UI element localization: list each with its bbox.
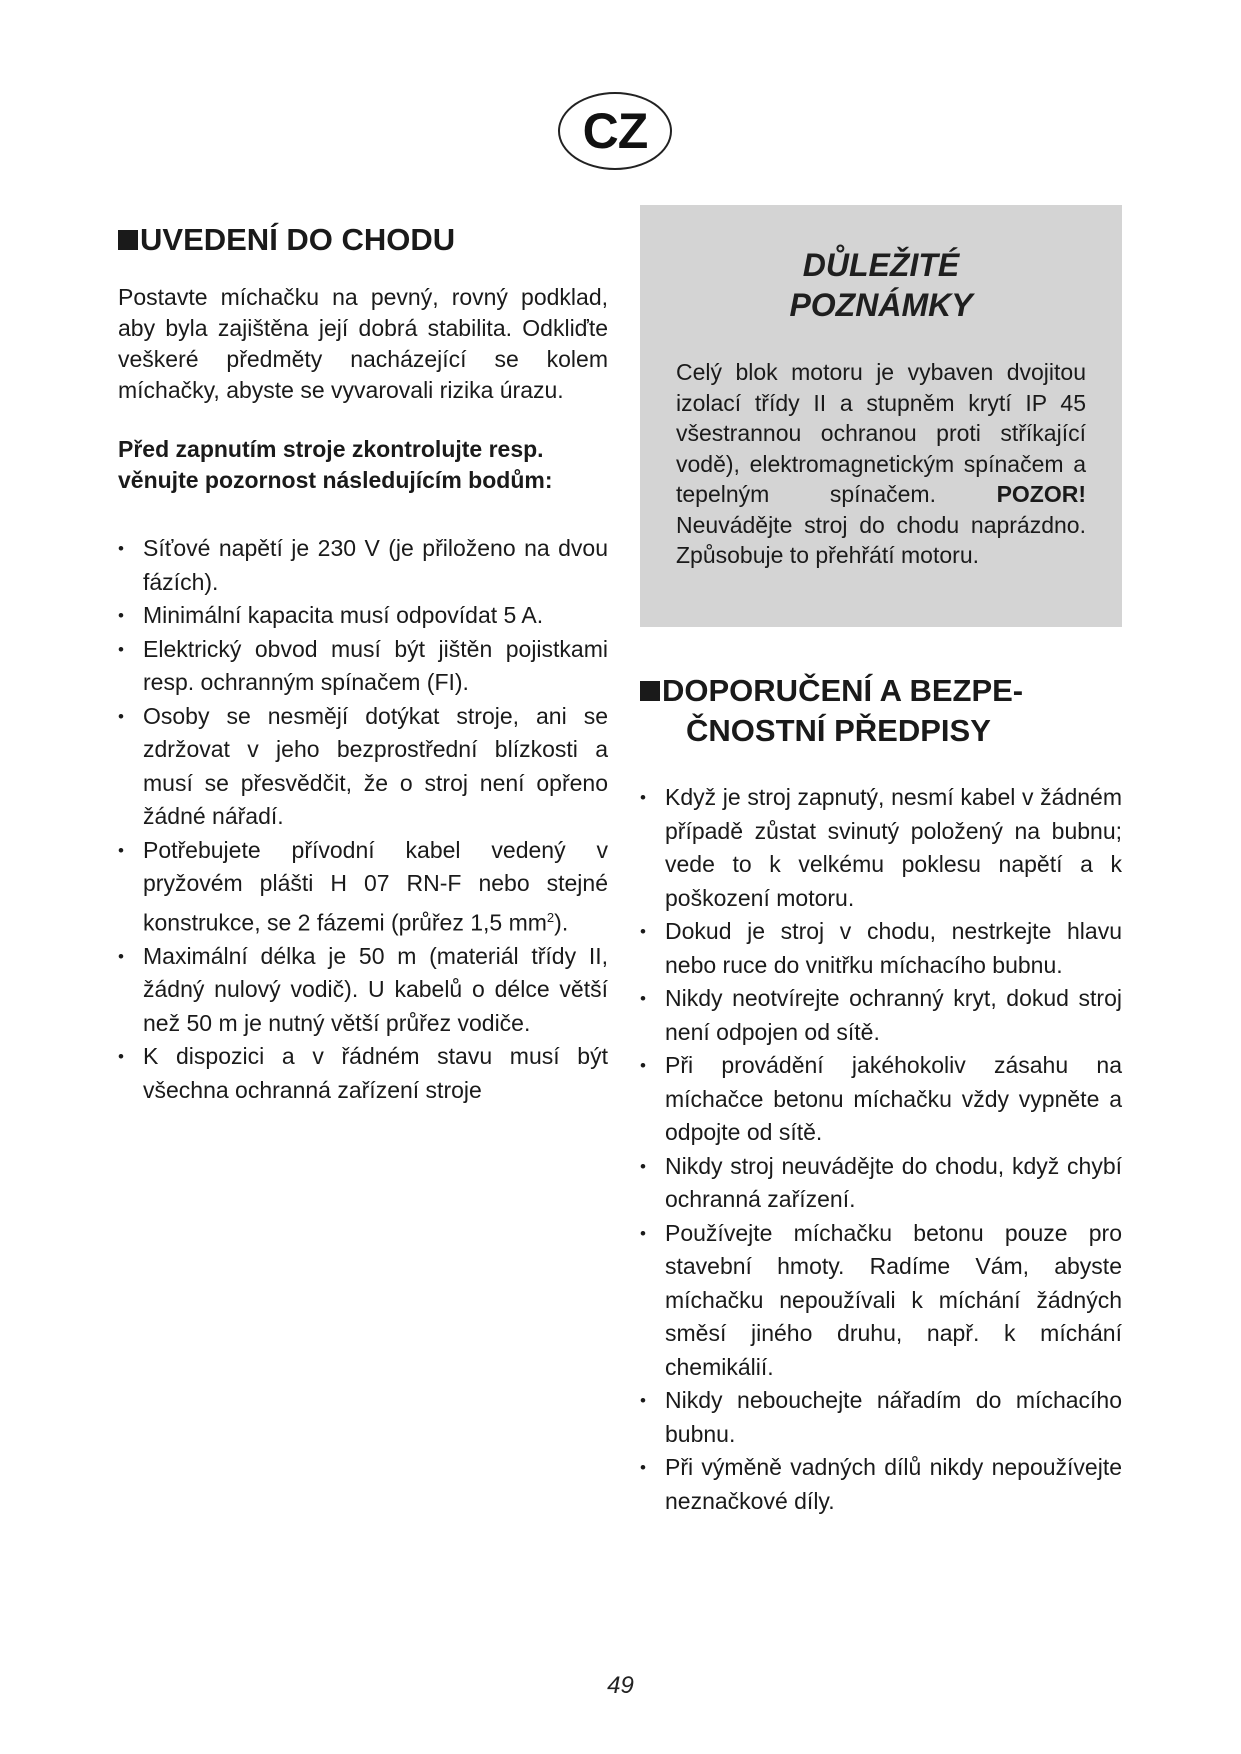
superscript: 2 (546, 909, 555, 925)
check-line-1: Před zapnutím stroje zkontrolujte resp. (118, 436, 544, 462)
note-title-line-1: DŮLEŽITÉ (802, 247, 960, 283)
list-item: • Nikdy neotvírejte ochranný kryt, dokud stroj není odpojen od sítě. (640, 982, 1122, 1049)
important-notes-box (640, 205, 1122, 627)
page-number: 49 (607, 1672, 634, 1699)
heading-line-2: ČNOSTNÍ PŘEDPISY (686, 713, 991, 748)
safety-list (640, 781, 1122, 1518)
list-item: • Nikdy stroj neuvádějte do chodu, když chybí ochranná zařízení. (640, 1150, 1122, 1217)
list-item-text: Potřebujete přívodní kabel vedený v pryžovém plášti H 07 RN-F nebo stejné konstrukce, se 2 fázemi (průřez 1,5 mm (143, 836, 608, 936)
heading-line-1: DOPORUČENÍ A BEZPE- (662, 673, 1024, 708)
list-item: • Používejte míchačku betonu pouze pro stavební hmoty. Radíme Vám, abyste míchačku nepoužívali k míchání žádných směsí jiného druhu, např. k míchání chemikálií. (640, 1217, 1122, 1385)
section-heading-startup (118, 220, 608, 260)
list-item (118, 834, 608, 940)
note-body: Celý blok motoru je vybaven dvojitou izolací třídy II a stupněm krytí IP 45 všestrannou ochranou proti stříkající vodě), elektromagnetickým spínačem a tepelným spínačem. (676, 359, 1086, 507)
heading-text (662, 671, 1023, 751)
left-column (118, 220, 608, 1107)
list-item: • Elektrický obvod musí být jištěn pojistkami resp. ochranným spínačem (FI). (118, 633, 608, 700)
country-code: CZ (582, 103, 648, 159)
requirements-list (118, 532, 608, 1107)
square-bullet-icon (118, 230, 138, 250)
warning-label: POZOR! (996, 481, 1087, 507)
list-item: • Maximální délka je 50 m (materiál třídy II, žádný nulový vodič). U kabelů o délce větší než 50 m je nutný větší průřez vodiče. (118, 940, 608, 1041)
check-instruction (118, 434, 608, 496)
list-item: • Nikdy nebouchejte nářadím do míchacího bubnu. (640, 1384, 1122, 1451)
list-item: • Při výměně vadných dílů nikdy nepoužívejte neznačkové díly. (640, 1451, 1122, 1518)
section-heading-safety (640, 671, 1122, 751)
note-title (676, 245, 1086, 325)
intro-paragraph: Postavte míchačku na pevný, rovný podklad, aby byla zajištěna její dobrá stabilita. Odkliďte veškeré předměty nacházející se kolem míchačky, abyste se vyvarovali rizika úrazu. (118, 284, 608, 403)
list-item: • Osoby se nesmějí dotýkat stroje, ani se zdržovat v jeho bezprostřední blízkosti a musí se přesvědčit, že o stroj není opřeno žádné nářadí. (118, 700, 608, 834)
note-title-line-2: POZNÁMKY (789, 287, 973, 323)
list-item: • K dispozici a v řádném stavu musí být všechna ochranná zařízení stroje (118, 1040, 608, 1107)
warning-text: Neuvádějte stroj do chodu naprázdno. Způsobuje to přehřátí motoru. (676, 511, 1086, 568)
square-bullet-icon (640, 681, 660, 701)
list-item: • Při provádění jakéhokoliv zásahu na míchačce betonu míchačku vždy vypněte a odpojte od sítě. (640, 1049, 1122, 1150)
list-item: • Když je stroj zapnutý, nesmí kabel v žádném případě zůstat svinutý položený na bubnu; vede to k velkému poklesu napětí a k poškození motoru. (640, 781, 1122, 915)
note-text (676, 357, 1086, 571)
list-item: • Síťové napětí je 230 V (je přiloženo na dvou fázích). (118, 532, 608, 599)
list-item: • Minimální kapacita musí odpovídat 5 A. (118, 599, 608, 633)
list-item-end: ). (554, 909, 569, 936)
right-column (640, 205, 1122, 1518)
list-item: • Dokud je stroj v chodu, nestrkejte hlavu nebo ruce do vnitřku míchacího bubnu. (640, 915, 1122, 982)
country-badge (558, 92, 672, 170)
check-line-2: věnujte pozornost následujícím bodům: (118, 467, 553, 493)
heading-text: UVEDENÍ DO CHODU (140, 222, 456, 257)
